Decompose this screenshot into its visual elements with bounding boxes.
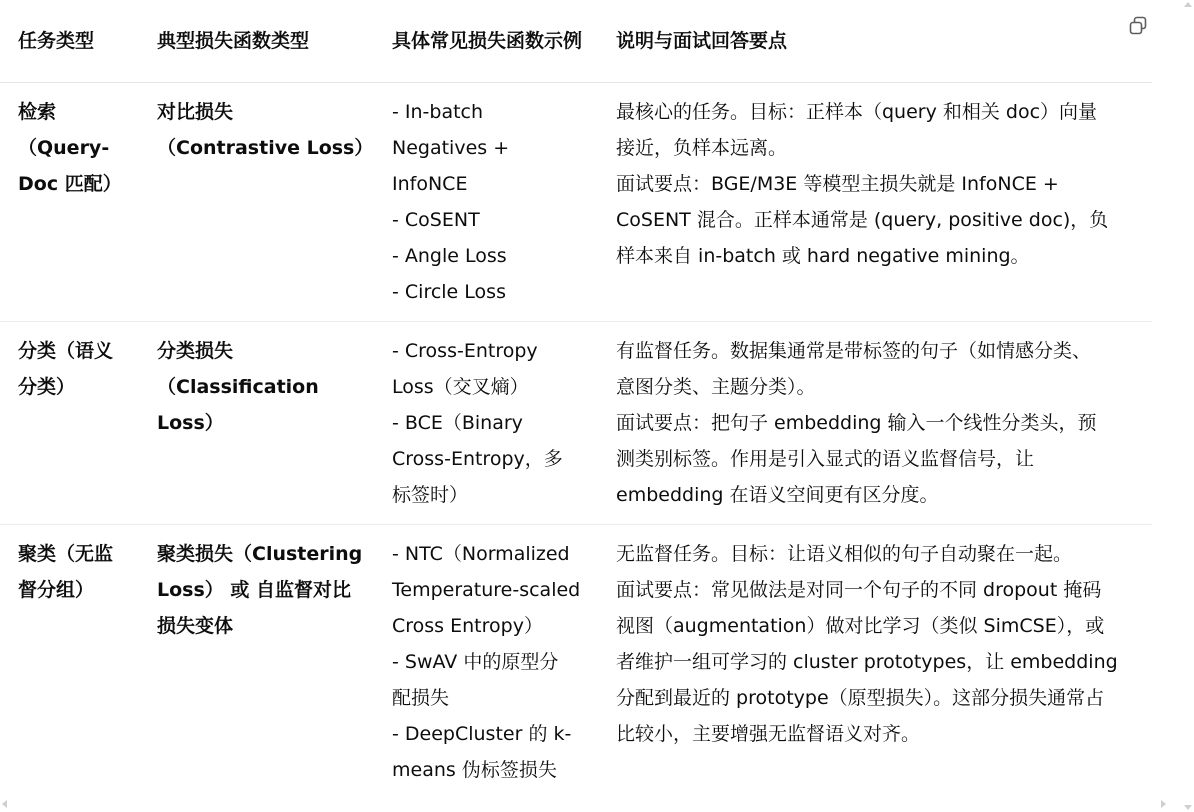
cell-text-line: Negatives +	[392, 136, 510, 159]
cell-text-line: Loss（交叉熵）	[392, 375, 529, 398]
cell-text-line: 聚类（无监	[18, 542, 114, 565]
cell-text-line: - SwAV 中的原型分	[392, 650, 559, 673]
cell-text-line: 聚类损失（Clustering	[157, 542, 363, 565]
cell-task-type	[0, 82, 157, 321]
header-loss-type: 典型损失函数类型	[157, 29, 310, 52]
cell-notes	[616, 524, 1152, 799]
cell-loss-type	[157, 321, 392, 524]
cell-text-line: Cross Entropy）	[392, 614, 543, 637]
cell-text-line: InfoNCE	[392, 172, 468, 195]
cell-text-line: - Cross-Entropy	[392, 339, 538, 362]
table-row	[0, 82, 1152, 321]
cell-text-line: 检索	[18, 100, 57, 123]
cell-text-line: 样本来自 in-batch 或 hard negative mining。	[616, 244, 1030, 267]
table-row	[0, 321, 1152, 524]
cell-text-line: 分类（语义	[18, 339, 114, 362]
cell-text-line: CoSENT 混合。正样本通常是 (query, positive doc)，负	[616, 208, 1109, 231]
cell-task-type	[0, 524, 157, 799]
table-row	[0, 524, 1152, 799]
cell-text-line: 分类）	[18, 375, 76, 398]
cell-text-line: 视图（augmentation）做对比学习（类似 SimCSE），或	[616, 614, 1105, 637]
cell-text-line: 分类损失	[157, 339, 234, 362]
cell-text-line: - Circle Loss	[392, 280, 506, 303]
cell-text-line: （Contrastive Loss）	[157, 136, 374, 159]
cell-loss-type	[157, 524, 392, 799]
cell-text-line: - Angle Loss	[392, 244, 507, 267]
cell-text-line: 面试要点：把句子 embedding 输入一个线性分类头，预	[616, 411, 1097, 434]
cell-text-line: 面试要点：BGE/M3E 等模型主损失就是 InfoNCE +	[616, 172, 1059, 195]
cell-notes	[616, 82, 1152, 321]
cell-text-line: Loss） 或 自监督对比	[157, 578, 352, 601]
cell-text-line: embedding 在语义空间更有区分度。	[616, 483, 939, 506]
cell-text-line: 无监督任务。目标：让语义相似的句子自动聚在一起。	[616, 542, 1073, 565]
cell-text-line: 对比损失	[157, 100, 234, 123]
cell-text-line: Temperature-scaled	[392, 578, 581, 601]
cell-text-line: （Query-	[18, 136, 110, 159]
cell-text-line: means 伪标签损失	[392, 758, 557, 781]
cell-text-line: 损失变体	[157, 614, 234, 637]
cell-loss-type	[157, 82, 392, 321]
cell-text-line: Cross-Entropy，多	[392, 447, 563, 470]
cell-text-line: 配损失	[392, 686, 450, 709]
cell-loss-examples	[392, 524, 616, 799]
cell-text-line: - In-batch	[392, 100, 484, 123]
header-notes: 说明与面试回答要点	[616, 29, 788, 52]
cell-text-line: 者维护一组可学习的 cluster prototypes，让 embedding	[616, 650, 1118, 673]
cell-text-line: 测类别标签。作用是引入显式的语义监督信号，让	[616, 447, 1035, 470]
cell-text-line: 有监督任务。数据集通常是带标签的句子（如情感分类、	[616, 339, 1092, 362]
table-header-row	[0, 0, 1152, 82]
cell-text-line: 标签时）	[392, 483, 469, 506]
cell-text-line: 意图分类、主题分类）。	[616, 375, 816, 398]
cell-text-line: Doc 匹配）	[18, 172, 122, 195]
header-loss-examples: 具体常见损失函数示例	[392, 29, 583, 52]
cell-text-line: 分配到最近的 prototype（原型损失）。这部分损失通常占	[616, 686, 1105, 709]
cell-text-line: 督分组）	[18, 578, 95, 601]
cell-text-line: - NTC（Normalized	[392, 542, 570, 565]
scroll-right-arrow-icon[interactable]	[1161, 800, 1166, 808]
cell-text-line: 面试要点：常见做法是对同一个句子的不同 dropout 掩码	[616, 578, 1102, 601]
cell-text-line: - BCE（Binary	[392, 411, 523, 434]
cell-notes	[616, 321, 1152, 524]
scroll-left-arrow-icon[interactable]	[2, 800, 7, 808]
cell-text-line: 比较小，主要增强无监督语义对齐。	[616, 722, 921, 745]
scroll-down-arrow-icon[interactable]	[1184, 805, 1192, 810]
cell-text-line: 接近，负样本远离。	[616, 136, 788, 159]
vertical-scrollbar[interactable]	[1184, 0, 1194, 812]
cell-text-line: Loss）	[157, 411, 224, 434]
cell-text-line: 最核心的任务。目标：正样本（query 和相关 doc）向量	[616, 100, 1098, 123]
cell-text-line: - CoSENT	[392, 208, 480, 231]
cell-text-line: （Classification	[157, 375, 319, 398]
scroll-up-arrow-icon[interactable]	[1184, 2, 1192, 7]
header-task-type: 任务类型	[18, 29, 95, 52]
cell-loss-examples	[392, 82, 616, 321]
cell-task-type	[0, 321, 157, 524]
cell-text-line: - DeepCluster 的 k-	[392, 722, 572, 745]
cell-loss-examples	[392, 321, 616, 524]
